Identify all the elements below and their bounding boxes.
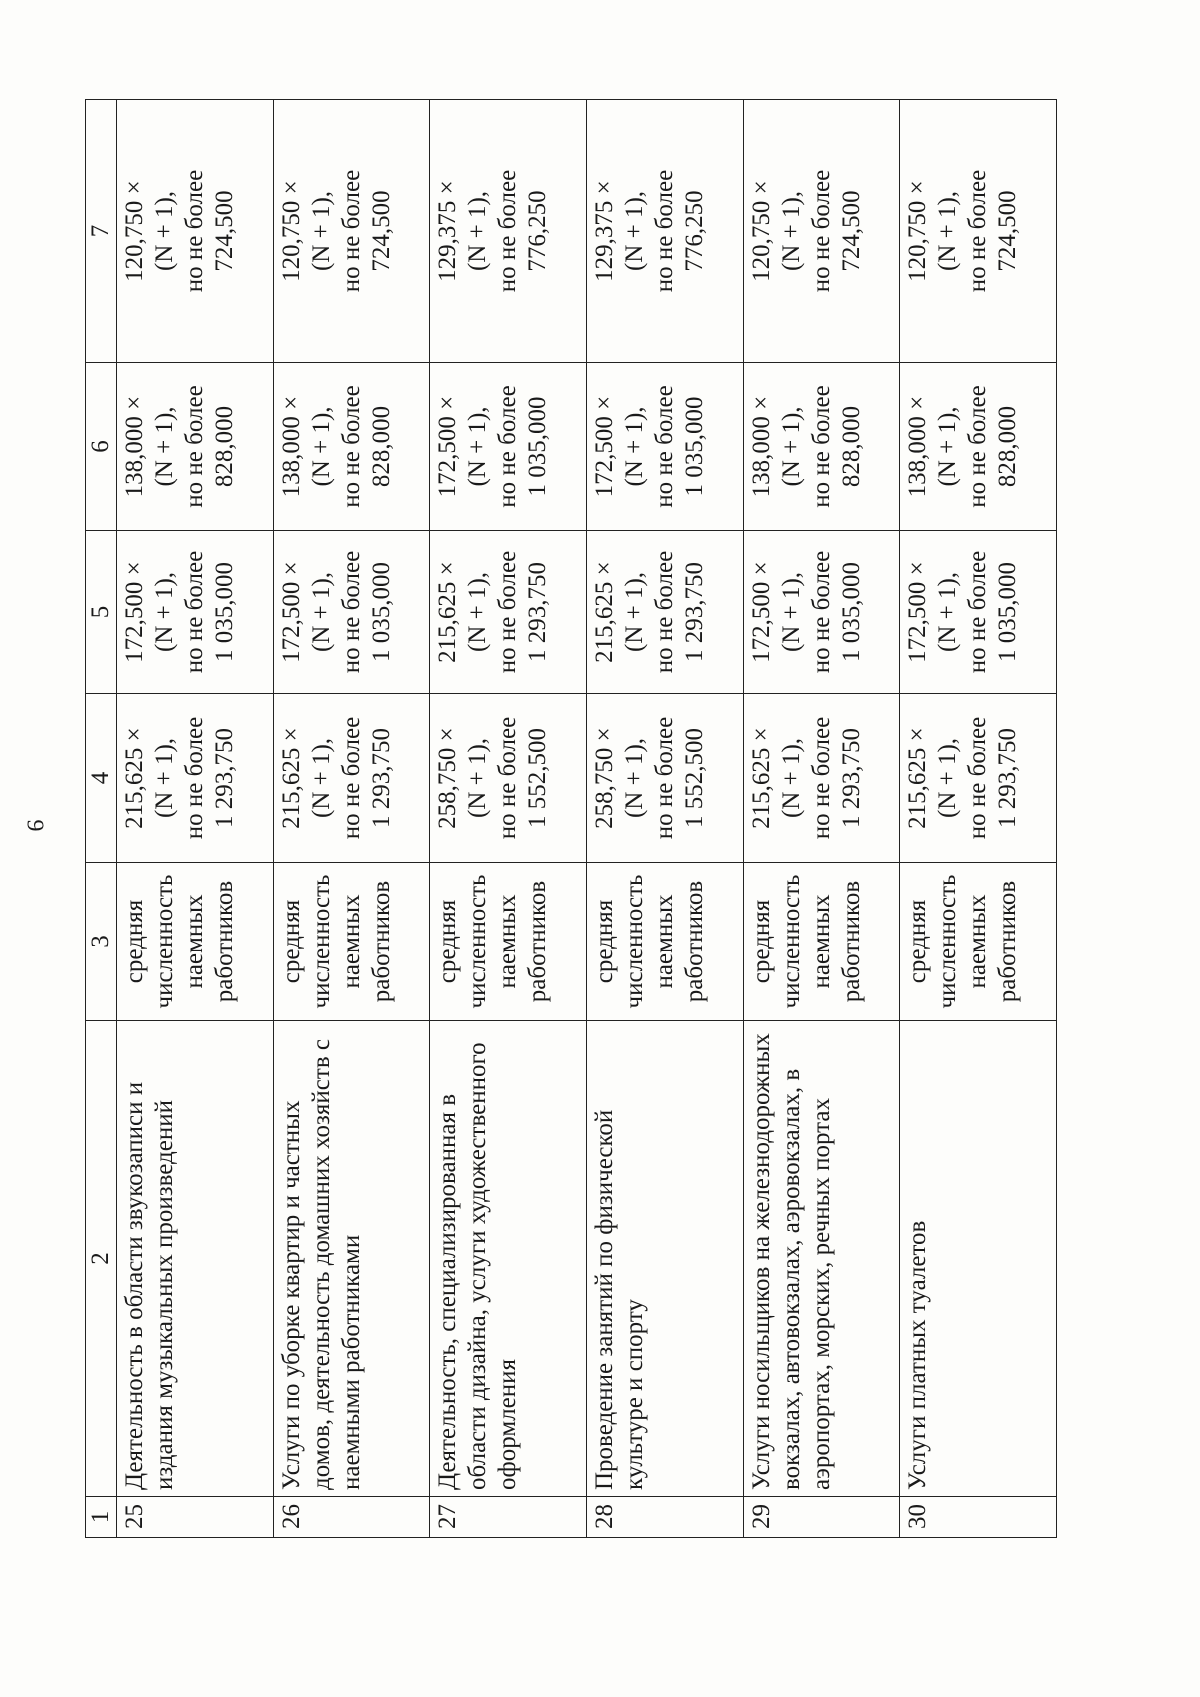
value-col-5-line: но не более [181,550,208,674]
value-col-6-line: 828,000 [837,405,865,488]
value-col-6-line: 138,000 × [747,395,775,498]
value-col-4-line: (N + 1), [151,737,178,819]
indicator-line: средняя [904,899,932,984]
value-col-4-line: но не более [337,716,365,840]
value-col-4 [273,694,430,863]
value-col-7-line: (N + 1), [464,190,492,272]
value-col-7-line: 724,500 [367,190,395,272]
row-number: 30 [900,1497,1057,1538]
value-col-4-line: 215,625 × [747,727,775,829]
indicator-line: численность [151,874,178,1009]
indicator-line: средняя [434,899,462,984]
value-col-4 [900,694,1057,863]
indicator-line: численность [307,874,335,1009]
value-col-6-line: (N + 1), [620,406,648,487]
indicator [117,863,274,1021]
tariff-table [85,99,1057,1538]
indicator-line: работников [367,880,395,1003]
value-col-7-line: но не более [181,169,208,293]
value-col-7-line: (N + 1), [151,190,178,272]
value-col-7 [743,100,900,363]
value-col-5 [586,531,743,694]
value-col-7-line: (N + 1), [307,190,335,272]
value-col-7-line: 724,500 [994,190,1022,272]
value-col-4-line: (N + 1), [307,737,335,819]
value-col-5 [430,531,587,694]
row-number: 28 [586,1497,743,1538]
value-col-7-line: но не более [494,169,522,293]
value-col-5-line: (N + 1), [464,571,492,653]
value-col-7 [900,100,1057,363]
value-col-5-line: но не более [494,550,522,674]
column-header: 6 [86,363,117,531]
value-col-6-line: но не более [337,385,365,508]
value-col-6-line: 828,000 [367,405,395,488]
value-col-7 [430,100,587,363]
indicator-line: работников [524,880,552,1003]
value-col-5-line: (N + 1), [151,571,178,653]
value-col-6-line: 138,000 × [277,395,305,498]
value-col-4 [743,694,900,863]
activity-name: Услуги носильщиков на железнодорожных вокзалах, автовокзалах, аэровокзалах, в аэропортах, морских, речных портах [743,1021,900,1497]
indicator [743,863,900,1021]
value-col-5-line: но не более [807,550,835,674]
value-col-6-line: но не более [181,385,208,508]
value-col-6-line: (N + 1), [151,406,178,487]
column-header: 2 [86,1021,117,1497]
indicator-line: средняя [277,899,305,984]
table-row [117,100,274,1538]
value-col-5-line: 1 035,000 [367,562,395,662]
value-col-6 [117,363,274,531]
value-col-6-line: но не более [807,385,835,508]
indicator-line: численность [777,874,805,1009]
value-col-4-line: 1 552,500 [680,728,708,828]
value-col-7-line: но не более [650,169,678,293]
indicator [900,863,1057,1021]
value-col-5-line: но не более [964,550,992,674]
indicator-line: наемных [181,894,208,989]
activity-name: Деятельность в области звукозаписи и издания музыкальных произведений [117,1021,274,1497]
value-col-7-line: 120,750 × [904,180,932,282]
value-col-5-line: 172,500 × [121,561,148,663]
value-col-6-line: 828,000 [211,405,238,488]
value-col-6-line: 172,500 × [434,395,462,498]
value-col-4 [586,694,743,863]
column-header: 5 [86,531,117,694]
indicator-line: наемных [337,894,365,989]
value-col-5-line: 215,625 × [434,561,462,663]
table-row [273,100,430,1538]
value-col-7-line: 724,500 [211,190,238,272]
rotated-page [85,100,1057,1538]
column-header: 7 [86,100,117,363]
value-col-6 [273,363,430,531]
indicator [430,863,587,1021]
indicator-line: численность [934,874,962,1009]
value-col-7-line: 120,750 × [121,180,148,282]
value-col-5-line: 1 035,000 [837,562,865,662]
indicator-line: наемных [964,894,992,989]
value-col-7 [586,100,743,363]
value-col-6 [743,363,900,531]
value-col-6-line: 1 035,000 [680,396,708,497]
indicator-line: работников [680,880,708,1003]
value-col-5-line: 1 293,750 [524,562,552,662]
value-col-7 [117,100,274,363]
value-col-7-line: 129,375 × [434,180,462,282]
value-col-7-line: но не более [337,169,365,293]
value-col-5-line: (N + 1), [934,571,962,653]
value-col-7-line: 776,250 [524,190,552,272]
indicator-line: средняя [590,899,618,984]
value-col-7-line: но не более [807,169,835,293]
value-col-6-line: 1 035,000 [524,396,552,497]
value-col-5-line: 1 035,000 [994,562,1022,662]
value-col-6-line: 828,000 [994,405,1022,488]
value-col-5-line: 172,500 × [904,561,932,663]
indicator-line: работников [837,880,865,1003]
value-col-5-line: (N + 1), [307,571,335,653]
value-col-7-line: (N + 1), [620,190,648,272]
table-row [900,100,1057,1538]
value-col-4-line: (N + 1), [934,737,962,819]
indicator-line: работников [994,880,1022,1003]
value-col-4-line: (N + 1), [464,737,492,819]
value-col-7 [273,100,430,363]
value-col-5-line: 1 035,000 [211,562,238,662]
value-col-4-line: 1 293,750 [837,728,865,828]
indicator-line: наемных [494,894,522,989]
value-col-4-line: 1 552,500 [524,728,552,828]
column-header: 3 [86,863,117,1021]
activity-name: Услуги по уборке квартир и частных домов, деятельность домашних хозяйств с наемными работниками [273,1021,430,1497]
value-col-4-line: но не более [964,716,992,840]
value-col-6-line: 172,500 × [590,395,618,498]
value-col-6-line: (N + 1), [307,406,335,487]
value-col-4-line: 258,750 × [590,727,618,829]
column-header: 4 [86,694,117,863]
value-col-4 [117,694,274,863]
value-col-4-line: но не более [494,716,522,840]
value-col-4-line: но не более [181,716,208,840]
value-col-6-line: 138,000 × [121,395,148,498]
value-col-5-line: 172,500 × [277,561,305,663]
value-col-6-line: но не более [494,385,522,508]
value-col-6-line: (N + 1), [934,406,962,487]
column-header: 1 [86,1497,117,1538]
indicator-line: наемных [807,894,835,989]
table-row [430,100,587,1538]
value-col-5 [117,531,274,694]
value-col-5 [743,531,900,694]
value-col-7-line: 724,500 [837,190,865,272]
value-col-6-line: но не более [964,385,992,508]
value-col-5-line: 215,625 × [590,561,618,663]
value-col-6-line: (N + 1), [464,406,492,487]
value-col-4-line: 1 293,750 [367,728,395,828]
value-col-4-line: (N + 1), [777,737,805,819]
value-col-7-line: (N + 1), [934,190,962,272]
value-col-6-line: (N + 1), [777,406,805,487]
value-col-4-line: 1 293,750 [994,728,1022,828]
table-row [586,100,743,1538]
indicator [273,863,430,1021]
table-row [743,100,900,1538]
value-col-7-line: 120,750 × [277,180,305,282]
value-col-4-line: 1 293,750 [211,728,238,828]
value-col-7-line: (N + 1), [777,190,805,272]
value-col-7-line: 120,750 × [747,180,775,282]
value-col-5 [900,531,1057,694]
indicator-line: наемных [650,894,678,989]
value-col-6 [430,363,587,531]
value-col-4-line: 215,625 × [277,727,305,829]
value-col-5-line: но не более [650,550,678,674]
value-col-7-line: но не более [964,169,992,293]
row-number: 26 [273,1497,430,1538]
value-col-5-line: (N + 1), [777,571,805,653]
value-col-5-line: 1 293,750 [680,562,708,662]
page-number: 9 [21,819,48,832]
row-number: 29 [743,1497,900,1538]
value-col-5 [273,531,430,694]
value-col-6 [586,363,743,531]
value-col-4-line: (N + 1), [620,737,648,819]
value-col-4-line: но не более [650,716,678,840]
value-col-4-line: 215,625 × [121,727,148,829]
row-number: 27 [430,1497,587,1538]
indicator [586,863,743,1021]
value-col-4 [430,694,587,863]
value-col-6-line: но не более [650,385,678,508]
indicator-line: работников [211,880,238,1003]
value-col-6-line: 138,000 × [904,395,932,498]
header-row [86,100,117,1538]
activity-name: Услуги платных туалетов [900,1021,1057,1497]
indicator-line: средняя [121,899,148,984]
activity-name: Деятельность, специализированная в области дизайна, услуги художественного оформления [430,1021,587,1497]
activity-name: Проведение занятий по физической культуре и спорту [586,1021,743,1497]
value-col-4-line: 258,750 × [434,727,462,829]
value-col-5-line: 172,500 × [747,561,775,663]
value-col-7-line: 776,250 [680,190,708,272]
indicator-line: средняя [747,899,775,984]
value-col-5-line: (N + 1), [620,571,648,653]
indicator-line: численность [620,874,648,1009]
indicator-line: численность [464,874,492,1009]
value-col-4-line: но не более [807,716,835,840]
value-col-5-line: но не более [337,550,365,674]
value-col-4-line: 215,625 × [904,727,932,829]
value-col-7-line: 129,375 × [590,180,618,282]
row-number: 25 [117,1497,274,1538]
value-col-6 [900,363,1057,531]
